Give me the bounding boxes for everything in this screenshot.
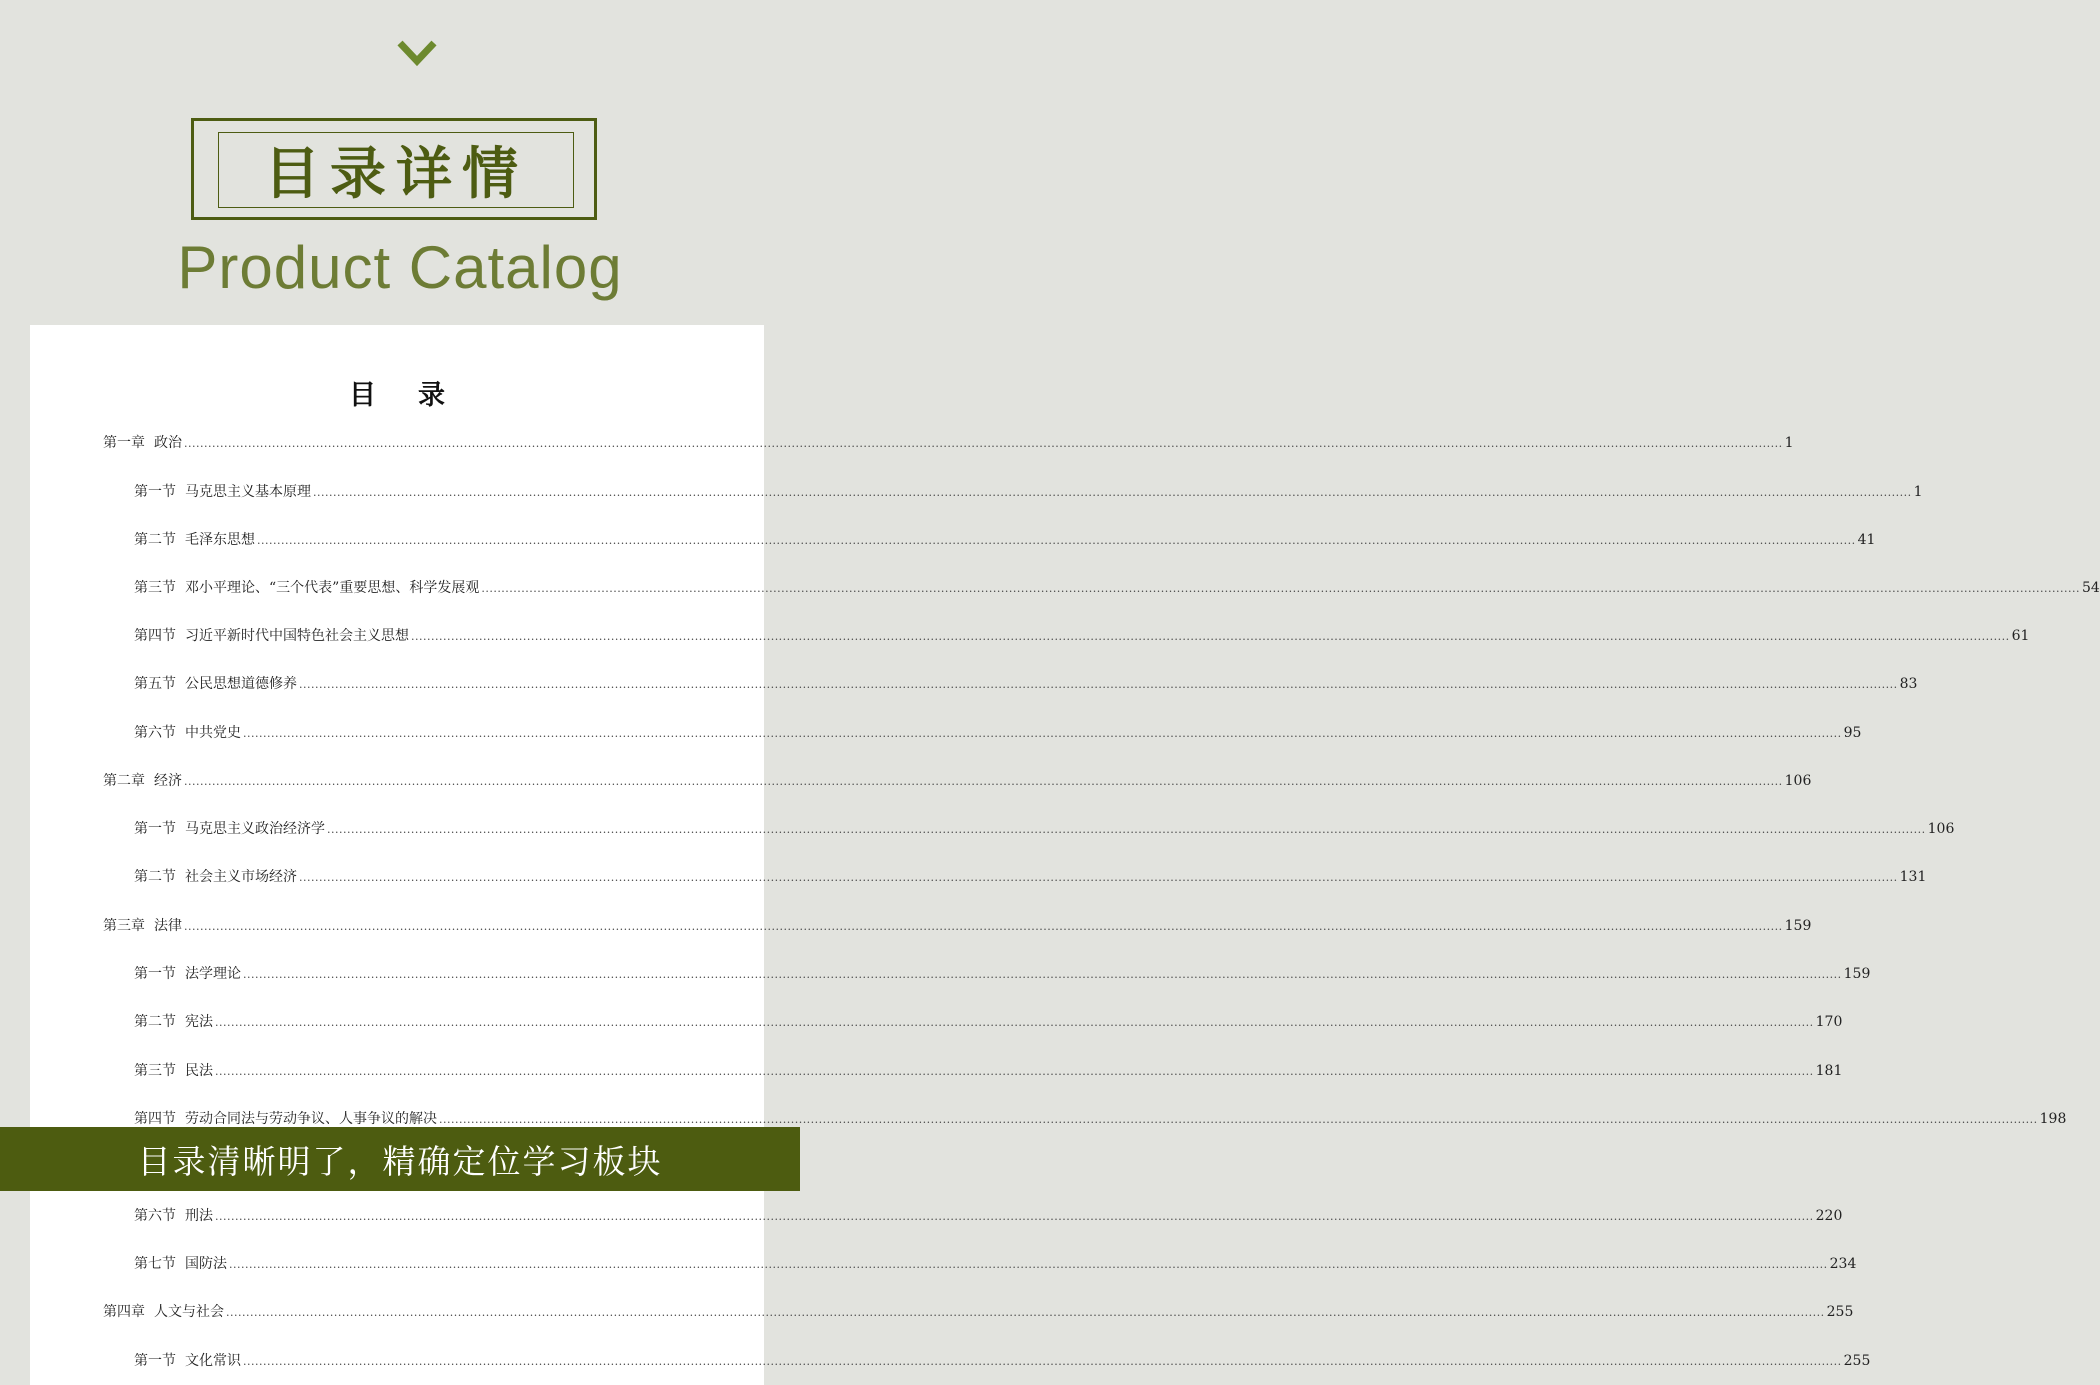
toc-entry-page: 255 [1826, 1304, 1854, 1320]
toc-entry-page: 159 [1843, 966, 1871, 982]
toc-leader-dots: ................................................................................................................................................................................................................................................................................................................................................................................................................ [215, 1065, 1814, 1078]
toc-entry [134, 673, 1918, 695]
toc-entry-title: 劳动合同法与劳动争议、人事争议的解决 [185, 1111, 437, 1127]
toc-entry [134, 1011, 1843, 1033]
toc-leader-dots: ................................................................................................................................................................................................................................................................................................................................................................................................................ [184, 437, 1783, 450]
toc-entry [134, 1205, 1843, 1227]
toc-leader-dots: ................................................................................................................................................................................................................................................................................................................................................................................................................ [299, 871, 1898, 884]
toc-entry-number: 第四节 [134, 628, 176, 644]
toc-entry-page: 131 [1899, 869, 1927, 885]
toc-entry-number: 第三节 [134, 1063, 176, 1079]
toc-entry-number: 第三节 [134, 580, 176, 596]
toc-leader-dots: ................................................................................................................................................................................................................................................................................................................................................................................................................ [243, 1355, 1842, 1368]
toc-entry [134, 1253, 1857, 1275]
toc-entry [103, 915, 1812, 937]
toc-entry-title: 习近平新时代中国特色社会主义思想 [185, 628, 409, 644]
toc-entry-number: 第二节 [134, 1014, 176, 1030]
toc-entry-page: 61 [2011, 628, 2030, 644]
toc-heading: 目录 [349, 380, 487, 411]
toc-entry-title: 文化常识 [185, 1353, 241, 1369]
toc-entry-title: 人文与社会 [154, 1304, 224, 1320]
toc-leader-dots: ................................................................................................................................................................................................................................................................................................................................................................................................................ [439, 1113, 2038, 1126]
toc-entry-number: 第二节 [134, 869, 176, 885]
toc-entry-number: 第四章 [103, 1304, 145, 1320]
toc-entry-page: 255 [1843, 1353, 1871, 1369]
toc-entry-title: 经济 [154, 773, 182, 789]
toc-entry-page: 170 [1815, 1014, 1843, 1030]
toc-entry-page: 198 [2039, 1111, 2067, 1127]
toc-entry-page: 41 [1857, 532, 1876, 548]
toc-entry [134, 818, 1955, 840]
toc-entry-title: 公民思想道德修养 [185, 676, 297, 692]
toc-leader-dots: ................................................................................................................................................................................................................................................................................................................................................................................................................ [481, 582, 2080, 595]
toc-entry [103, 770, 1812, 792]
toc-entry-page: 106 [1784, 773, 1812, 789]
toc-entry [103, 432, 1794, 454]
toc-entry [134, 1060, 1843, 1082]
toc-leader-dots: ................................................................................................................................................................................................................................................................................................................................................................................................................ [327, 823, 1926, 836]
toc-entry-number: 第一节 [134, 1353, 176, 1369]
toc-entry [134, 866, 1927, 888]
toc-entry-page: 159 [1784, 918, 1812, 934]
toc-leader-dots: ................................................................................................................................................................................................................................................................................................................................................................................................................ [215, 1210, 1814, 1223]
toc-entry-title: 毛泽东思想 [185, 532, 255, 548]
toc-entry [134, 577, 2100, 599]
toc-entry-page: 1 [1784, 435, 1794, 451]
toc-entry-title: 中共党史 [185, 725, 241, 741]
toc-entry [134, 963, 1871, 985]
toc-entry-number: 第一节 [134, 821, 176, 837]
toc-entry-number: 第一节 [134, 484, 176, 500]
toc-leader-dots: ................................................................................................................................................................................................................................................................................................................................................................................................................ [184, 920, 1783, 933]
caption-banner: 目录清晰明了，精确定位学习板块 [0, 1127, 800, 1191]
toc-entry [134, 722, 1862, 744]
toc-leader-dots: ................................................................................................................................................................................................................................................................................................................................................................................................................ [229, 1258, 1828, 1271]
toc-entry-number: 第三章 [103, 918, 145, 934]
toc-entry [134, 1350, 1871, 1372]
toc-entry-number: 第六节 [134, 725, 176, 741]
toc-entry-title: 马克思主义政治经济学 [185, 821, 325, 837]
toc-entry-title: 法律 [154, 918, 182, 934]
toc-entry [103, 1301, 1854, 1323]
toc-entry-number: 第七节 [134, 1256, 176, 1272]
chevron-down-icon [397, 40, 437, 66]
toc-entry [134, 529, 1876, 551]
toc-entry-number: 第六节 [134, 1208, 176, 1224]
toc-entry-title: 马克思主义基本原理 [185, 484, 311, 500]
toc-entry-page: 106 [1927, 821, 1955, 837]
toc-entry-number: 第一章 [103, 435, 145, 451]
catalog-title-en: Product Catalog [177, 234, 623, 301]
toc-entry-title: 刑法 [185, 1208, 213, 1224]
toc-leader-dots: ................................................................................................................................................................................................................................................................................................................................................................................................................ [215, 1016, 1814, 1029]
toc-entry-title: 宪法 [185, 1014, 213, 1030]
toc-leader-dots: ................................................................................................................................................................................................................................................................................................................................................................................................................ [184, 775, 1783, 788]
toc-entry-number: 第四节 [134, 1111, 176, 1127]
toc-entry-page: 220 [1815, 1208, 1843, 1224]
toc-entry-title: 社会主义市场经济 [185, 869, 297, 885]
toc-leader-dots: ................................................................................................................................................................................................................................................................................................................................................................................................................ [243, 968, 1842, 981]
catalog-title-cn: 目录详情 [218, 132, 574, 208]
toc-page [30, 325, 2100, 1385]
toc-entry-title: 民法 [185, 1063, 213, 1079]
toc-entry-number: 第一节 [134, 966, 176, 982]
toc-entry-page: 1 [1913, 484, 1923, 500]
toc-leader-dots: ................................................................................................................................................................................................................................................................................................................................................................................................................ [243, 727, 1842, 740]
toc-entry-title: 邓小平理论、“三个代表”重要思想、科学发展观 [185, 580, 480, 596]
toc-leader-dots: ................................................................................................................................................................................................................................................................................................................................................................................................................ [299, 678, 1898, 691]
toc-entry-number: 第二章 [103, 773, 145, 789]
toc-leader-dots: ................................................................................................................................................................................................................................................................................................................................................................................................................ [226, 1306, 1825, 1319]
toc-entry-title: 政治 [154, 435, 182, 451]
toc-entry-page: 83 [1899, 676, 1918, 692]
toc-entry-title: 法学理论 [185, 966, 241, 982]
toc-entry [134, 625, 2030, 647]
toc-entry-number: 第二节 [134, 532, 176, 548]
toc-entry [134, 481, 1923, 503]
toc-entry-page: 95 [1843, 725, 1862, 741]
toc-entry-page: 54 [2081, 580, 2100, 596]
toc-leader-dots: ................................................................................................................................................................................................................................................................................................................................................................................................................ [411, 630, 2010, 643]
toc-entry-number: 第五节 [134, 676, 176, 692]
toc-entry-page: 181 [1815, 1063, 1843, 1079]
toc-entry-page: 234 [1829, 1256, 1857, 1272]
toc-leader-dots: ................................................................................................................................................................................................................................................................................................................................................................................................................ [257, 534, 1856, 547]
toc-entry-title: 国防法 [185, 1256, 227, 1272]
toc-leader-dots: ................................................................................................................................................................................................................................................................................................................................................................................................................ [313, 486, 1912, 499]
